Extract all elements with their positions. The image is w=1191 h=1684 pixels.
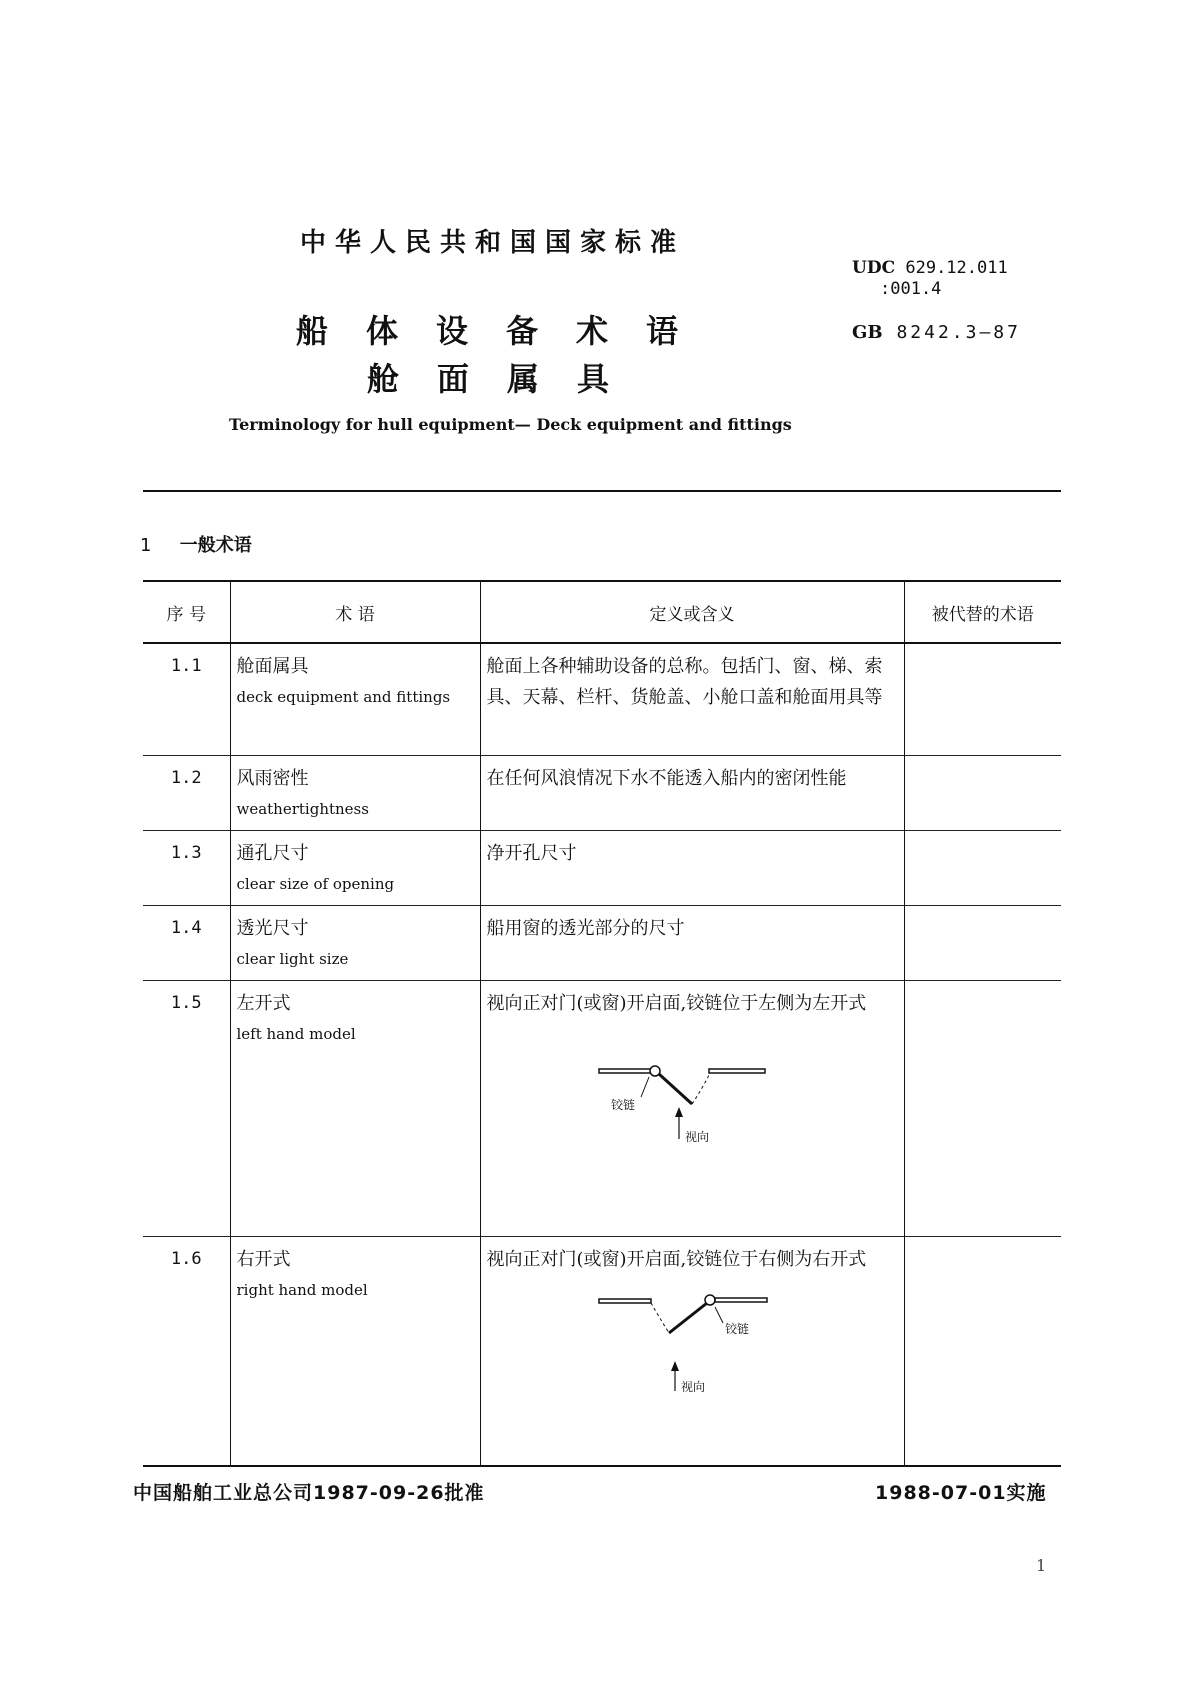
term-chinese: 右开式	[236, 1248, 291, 1270]
term-english: deck equipment and fittings	[236, 688, 451, 706]
right-door-frame	[709, 1069, 765, 1073]
gb-label: GB	[852, 322, 883, 343]
door-leaf	[659, 1074, 692, 1104]
term-chinese: 通孔尺寸	[236, 842, 309, 864]
section-title: 一般术语	[179, 535, 252, 556]
udc-code	[852, 257, 1008, 279]
standard-title: 中华人民共和国国家标准	[300, 228, 686, 258]
term-cell	[230, 755, 480, 830]
term-chinese: 透光尺寸	[236, 917, 309, 939]
col-header-definition: 定义或含义	[480, 581, 904, 643]
definition-text: 视向正对门(或窗)开启面,铰链位于左侧为左开式	[486, 992, 867, 1014]
term-english: clear light size	[236, 949, 349, 968]
table-header-row	[143, 581, 1061, 643]
swing-arc	[692, 1075, 709, 1104]
term-cell	[230, 830, 480, 905]
view-label: 视向	[684, 1129, 709, 1144]
term-cell	[230, 980, 480, 1236]
gb-number: 8242.3—87	[896, 322, 1021, 343]
page-number: 1	[1036, 1556, 1047, 1575]
left-door-frame	[599, 1069, 651, 1073]
hinge-circle	[705, 1295, 715, 1305]
term-chinese: 舱面属具	[236, 656, 309, 677]
replaced-term-cell	[904, 905, 1061, 980]
definition-text: 视向正对门(或窗)开启面,铰链位于右侧为右开式	[486, 1248, 867, 1270]
row-number: 1.4	[143, 905, 230, 980]
view-arrow-head	[671, 1361, 679, 1371]
row-number: 1.3	[143, 830, 230, 905]
term-english: clear size of opening	[236, 874, 395, 893]
section-number: 1	[140, 535, 152, 556]
left-door-frame	[599, 1299, 651, 1303]
table-row	[143, 755, 1061, 830]
row-number: 1.2	[143, 755, 230, 830]
terms-table	[143, 580, 1061, 1467]
hinge-circle	[650, 1066, 660, 1076]
table-row	[143, 830, 1061, 905]
hinge-label: 铰链	[724, 1321, 749, 1336]
replaced-term-cell	[904, 755, 1061, 830]
left-hand-hinge-diagram	[597, 1049, 797, 1149]
term-cell	[230, 643, 480, 755]
definition-cell: 舱面上各种辅助设备的总称。包括门、窗、梯、索具、天幕、栏杆、货舱盖、小舱口盖和舱面用具等	[480, 643, 904, 755]
hinge-label: 铰链	[610, 1097, 635, 1112]
term-chinese: 左开式	[236, 992, 291, 1014]
replaced-term-cell	[904, 643, 1061, 755]
section-heading	[140, 531, 252, 557]
header-divider	[143, 490, 1061, 492]
row-number: 1.6	[143, 1236, 230, 1466]
term-cell	[230, 905, 480, 980]
definition-cell: 净开孔尺寸	[480, 830, 904, 905]
right-hand-hinge-diagram	[597, 1287, 797, 1397]
definition-cell	[480, 1236, 904, 1466]
term-english: right hand model	[236, 1280, 368, 1299]
document-title-line2: 舱面属具	[367, 360, 648, 398]
table-row	[143, 643, 1061, 755]
definition-cell	[480, 980, 904, 1236]
implementation-date: 1988-07-01实施	[875, 1482, 1047, 1504]
door-leaf	[669, 1303, 707, 1333]
udc-line1: 629.12.011	[905, 258, 1008, 278]
hinge-leader	[641, 1077, 649, 1097]
replaced-term-cell	[904, 830, 1061, 905]
swing-arc	[651, 1303, 669, 1333]
document-title-line1: 船体设备术语	[296, 312, 717, 350]
table-row	[143, 1236, 1061, 1466]
col-header-no: 序 号	[143, 581, 230, 643]
approval-statement: 中国船舶工业总公司1987-09-26批准	[133, 1482, 485, 1504]
term-english: left hand model	[236, 1024, 356, 1043]
udc-label: UDC	[852, 258, 896, 278]
term-english: weathertightness	[236, 799, 369, 818]
col-header-term: 术 语	[230, 581, 480, 643]
replaced-term-cell	[904, 980, 1061, 1236]
hinge-leader	[715, 1307, 723, 1323]
term-cell	[230, 1236, 480, 1466]
row-number: 1.1	[143, 643, 230, 755]
view-label: 视向	[680, 1379, 705, 1394]
row-number: 1.5	[143, 980, 230, 1236]
gb-number-block	[852, 322, 1021, 343]
term-chinese: 风雨密性	[236, 767, 309, 789]
udc-line2: :001.4	[880, 279, 942, 299]
right-door-frame	[715, 1298, 767, 1302]
english-title: Terminology for hull equipment— Deck equipment and fittings	[229, 415, 792, 434]
view-arrow-head	[675, 1107, 683, 1117]
definition-cell: 在任何风浪情况下水不能透入船内的密闭性能	[480, 755, 904, 830]
col-header-replaced: 被代替的术语	[904, 581, 1061, 643]
definition-cell: 船用窗的透光部分的尺寸	[480, 905, 904, 980]
replaced-term-cell	[904, 1236, 1061, 1466]
table-row	[143, 905, 1061, 980]
table-row	[143, 980, 1061, 1236]
